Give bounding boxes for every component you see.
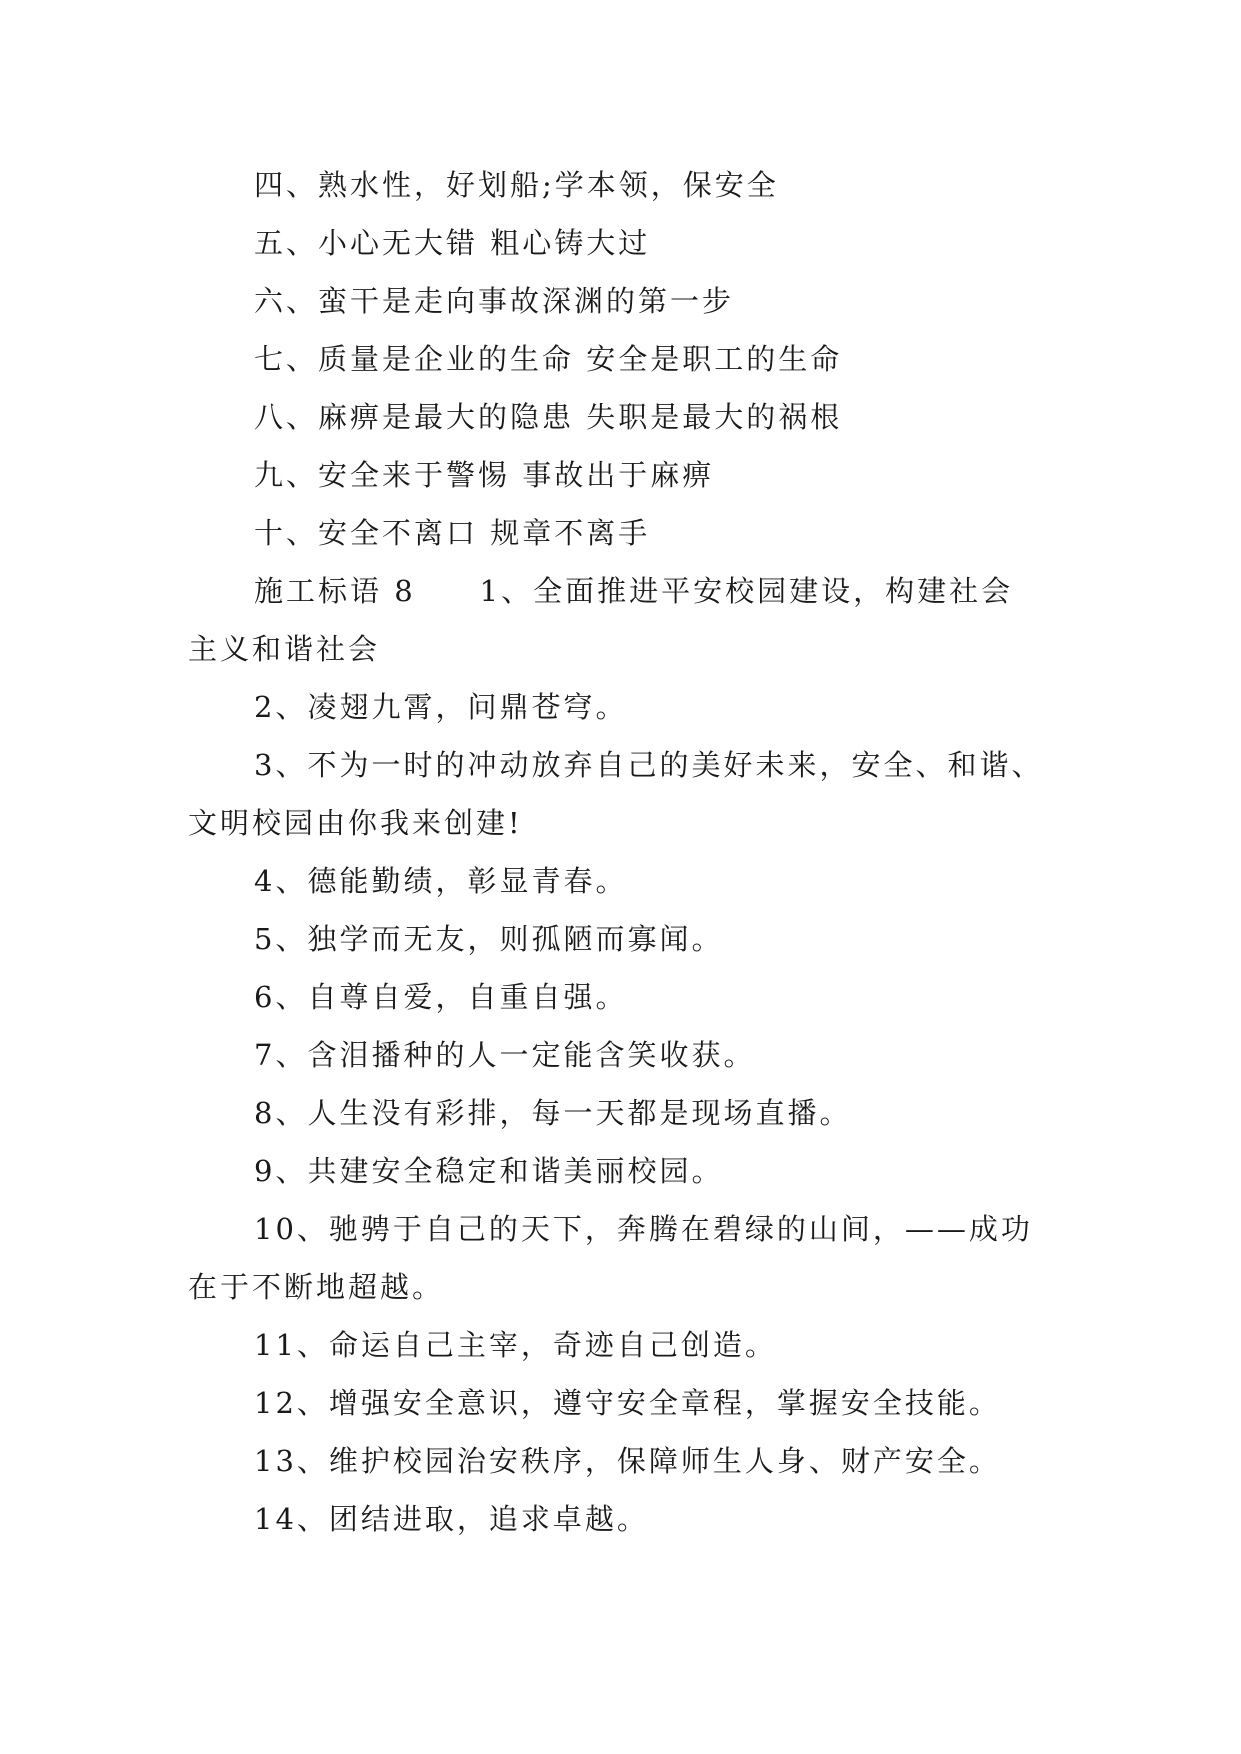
slogan-item: 10、驰骋于自己的天下，奔腾在碧绿的山间，——成功 bbox=[254, 1212, 1033, 1246]
document-body bbox=[188, 156, 1068, 1548]
slogan-item: 2、凌翅九霄，问鼎苍穹。 bbox=[254, 690, 628, 724]
text-line: 九、安全来于警惕 事故出于麻痹 bbox=[254, 458, 715, 492]
slogan-item: 12、增强安全意识，遵守安全章程，掌握安全技能。 bbox=[254, 1386, 1001, 1420]
slogan-item: 5、独学而无友，则孤陋而寡闻。 bbox=[254, 922, 724, 956]
text-line-continuation: 在于不断地超越。 bbox=[188, 1270, 445, 1304]
text-line: 四、熟水性，好划船;学本领，保安全 bbox=[254, 168, 779, 202]
slogan-item: 3、不为一时的冲动放弃自己的美好未来，安全、和谐、 bbox=[254, 748, 1044, 782]
slogan-item: 11、命运自己主宰，奇迹自己创造。 bbox=[254, 1328, 777, 1362]
slogan-item: 14、团结进取，追求卓越。 bbox=[254, 1502, 649, 1536]
text-line: 五、小心无大错 粗心铸大过 bbox=[254, 226, 651, 260]
text-line: 七、质量是企业的生命 安全是职工的生命 bbox=[254, 342, 843, 376]
text-line-continuation: 主义和谐社会 bbox=[188, 632, 381, 666]
text-line: 十、安全不离口 规章不离手 bbox=[254, 516, 651, 550]
slogan-item: 6、自尊自爱，自重自强。 bbox=[254, 980, 628, 1014]
text-line: 六、蛮干是走向事故深渊的第一步 bbox=[254, 284, 735, 318]
slogan-item: 8、人生没有彩排，每一天都是现场直播。 bbox=[254, 1096, 852, 1130]
slogan-item: 9、共建安全稳定和谐美丽校园。 bbox=[254, 1154, 724, 1188]
slogan-item: 13、维护校园治安秩序，保障师生人身、财产安全。 bbox=[254, 1444, 1001, 1478]
slogan-item: 7、含泪播种的人一定能含笑收获。 bbox=[254, 1038, 756, 1072]
text-line: 八、麻痹是最大的隐患 失职是最大的祸根 bbox=[254, 400, 843, 434]
slogan-item: 4、德能勤绩，彰显青春。 bbox=[254, 864, 628, 898]
text-line-continuation: 文明校园由你我来创建! bbox=[188, 806, 523, 840]
section-heading-line: 施工标语 8 1、全面推进平安校园建设，构建社会 bbox=[254, 574, 1014, 608]
